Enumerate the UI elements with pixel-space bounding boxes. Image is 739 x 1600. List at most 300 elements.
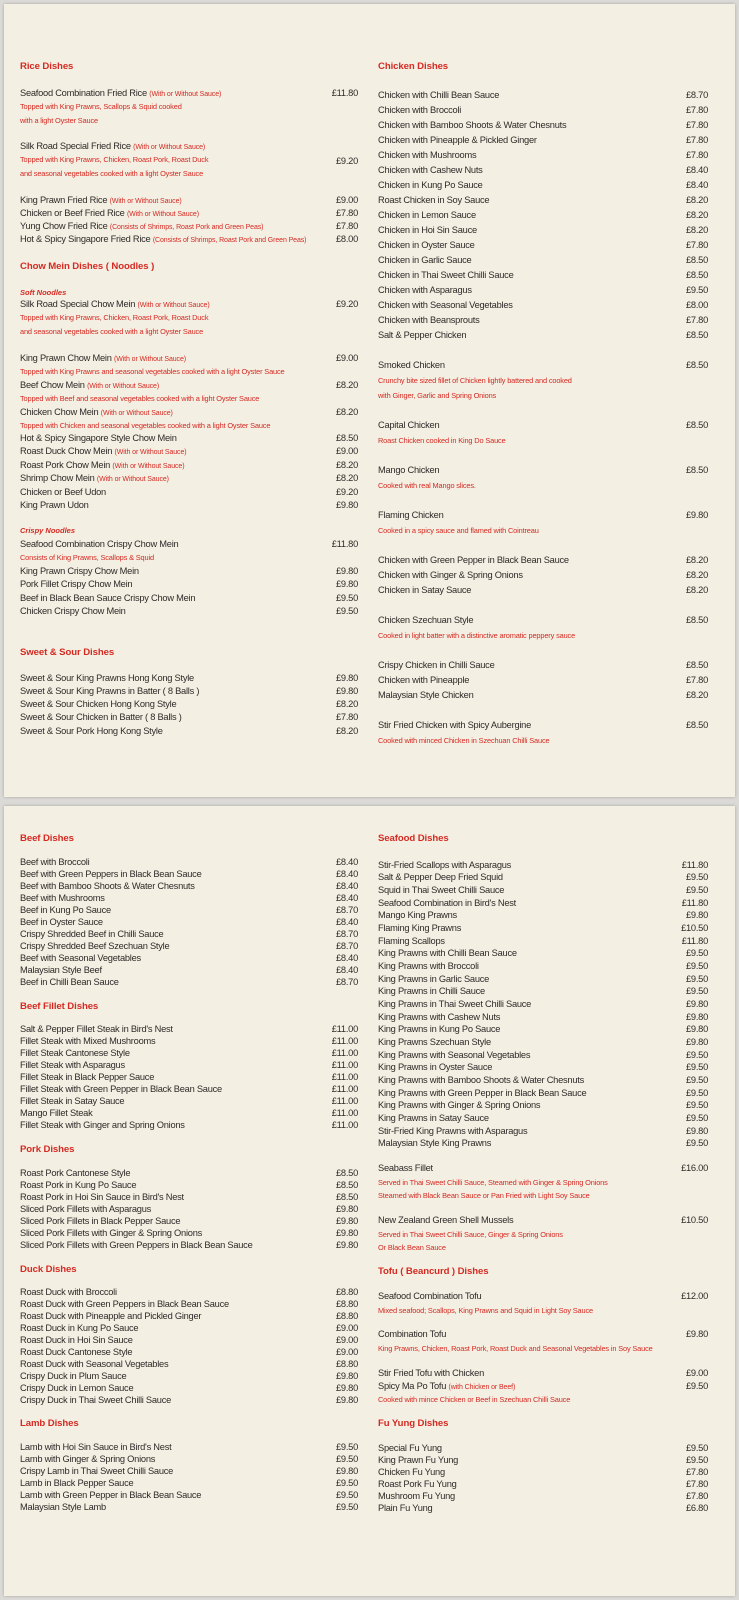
item-name: Malaysian Style Lamb — [20, 1502, 106, 1512]
item-price: £8.40 — [335, 869, 358, 879]
menu-item — [20, 1466, 358, 1478]
item-price: £8.70 — [685, 90, 708, 100]
menu-item — [378, 1100, 708, 1112]
item-name: King Prawns in Satay Sauce — [378, 1113, 489, 1123]
item-name-wrap — [20, 1478, 133, 1488]
item-name-wrap — [378, 1062, 492, 1072]
item-name: Sweet & Sour King Prawns in Batter ( 8 Balls ) — [20, 686, 200, 696]
item-name-wrap — [20, 965, 102, 975]
item-name-wrap — [378, 1024, 500, 1034]
item-price: £9.50 — [685, 986, 708, 996]
item-name-wrap — [378, 1163, 433, 1173]
item-name: Beef with Green Peppers in Black Bean Sauce — [20, 869, 202, 879]
item-name: Smoked Chicken — [378, 360, 445, 370]
item-name: Combination Tofu — [378, 1329, 447, 1339]
item-name: Squid in Thai Sweet Chilli Sauce — [378, 885, 505, 895]
item-price: £9.50 — [685, 1075, 708, 1085]
item-price: £8.40 — [335, 893, 358, 903]
item-name-wrap — [378, 1479, 457, 1489]
menu-item — [20, 1048, 358, 1060]
item-price: £7.80 — [685, 150, 708, 160]
item-name: King Prawn Chow Mein — [20, 353, 112, 363]
menu-item — [378, 180, 708, 192]
item-name-wrap — [378, 1113, 489, 1123]
menu-item — [20, 407, 358, 419]
item-name-wrap — [20, 579, 132, 589]
menu-item — [378, 898, 708, 910]
item-price: £9.80 — [335, 1240, 358, 1250]
menu-item — [378, 986, 708, 998]
menu-item — [20, 1024, 358, 1036]
section-heading: Chicken Dishes — [378, 61, 449, 72]
menu-item — [20, 1108, 358, 1120]
item-name-wrap — [378, 360, 445, 370]
item-name-wrap — [378, 1100, 540, 1110]
item-price: £11.80 — [681, 936, 708, 946]
item-name: Yung Chow Fried Rice — [20, 221, 108, 231]
item-price: £8.20 — [685, 585, 708, 595]
menu-item — [20, 1323, 358, 1335]
item-note: (With or Without Sauce) — [126, 211, 199, 218]
item-price: £8.50 — [685, 330, 708, 340]
item-name: Chicken with Broccoli — [378, 105, 462, 115]
menu-item — [378, 135, 708, 147]
menu-item — [20, 893, 358, 905]
item-name-wrap — [378, 1443, 442, 1453]
item-price: £9.50 — [685, 285, 708, 295]
item-name: Chicken with Beansprouts — [378, 315, 480, 325]
item-price: £9.80 — [335, 1466, 358, 1476]
menu-item — [378, 1491, 708, 1503]
item-name: Pork Fillet Crispy Chow Mein — [20, 579, 133, 589]
item-name: Chicken with Pineapple & Pickled Ginger — [378, 135, 537, 145]
menu-item — [20, 941, 358, 953]
item-price: £9.00 — [685, 1368, 708, 1378]
item-name-wrap — [20, 1335, 133, 1345]
item-name-wrap — [20, 1072, 154, 1082]
menu-item — [20, 1287, 358, 1299]
item-name-wrap — [20, 1108, 93, 1118]
item-name-wrap — [20, 1395, 171, 1405]
item-price: £9.00 — [335, 446, 358, 456]
item-name: Crispy Lamb in Thai Sweet Chilli Sauce — [20, 1466, 174, 1476]
item-price: £8.20 — [685, 195, 708, 205]
section-heading: Pork Dishes — [20, 1144, 75, 1155]
menu-page-2 — [4, 806, 735, 1596]
menu-item — [20, 965, 358, 977]
menu-item — [378, 585, 708, 597]
item-name: Chicken with Pineapple — [378, 675, 470, 685]
item-description: with Ginger, Garlic and Spring Onions — [378, 391, 497, 400]
item-name-wrap — [378, 936, 445, 946]
menu-item — [20, 1502, 358, 1514]
item-price: £9.80 — [335, 1395, 358, 1405]
item-name-wrap — [20, 1060, 125, 1070]
item-price: £9.80 — [335, 566, 358, 576]
menu-item — [20, 500, 358, 512]
item-name: Mango Fillet Steak — [20, 1108, 93, 1118]
menu-item — [378, 948, 708, 960]
menu-item — [20, 1299, 358, 1311]
item-name-wrap — [378, 255, 471, 265]
item-name: Roast Pork Fu Yung — [378, 1479, 457, 1489]
item-name: Flaming Scallops — [378, 936, 445, 946]
item-price: £7.80 — [685, 240, 708, 250]
item-price: £11.00 — [331, 1048, 358, 1058]
item-price: £7.80 — [685, 1479, 708, 1489]
item-name-wrap — [20, 473, 169, 483]
section-heading: Fu Yung Dishes — [378, 1418, 449, 1429]
item-name-wrap — [378, 180, 483, 190]
item-name: Sweet & Sour Chicken Hong Kong Style — [20, 699, 177, 709]
item-name: Fillet Steak with Asparagus — [20, 1060, 125, 1070]
item-price: £9.50 — [685, 948, 708, 958]
item-name: Beef in Kung Po Sauce — [20, 905, 111, 915]
item-note: (With or Without Sauce) — [149, 91, 222, 98]
menu-item — [378, 1037, 708, 1049]
item-name-wrap — [378, 675, 469, 685]
item-price: £8.20 — [335, 380, 358, 390]
menu-item — [20, 869, 358, 881]
item-price: £8.50 — [335, 1168, 358, 1178]
item-description: and seasonal vegetables cooked with a light Oyster Sauce — [20, 169, 204, 178]
item-name-wrap — [20, 905, 111, 915]
item-description: Topped with Beef and seasonal vegetables cooked with a light Oyster Sauce — [20, 394, 260, 403]
menu-item — [378, 1455, 708, 1467]
item-price: £6.80 — [685, 1503, 708, 1513]
item-name-wrap — [20, 1192, 184, 1202]
item-name: Sliced Pork Fillets with Ginger & Spring Onions — [20, 1228, 203, 1238]
item-note: (With or Without Sauce) — [109, 198, 182, 205]
item-price: £8.20 — [335, 726, 358, 736]
menu-item — [20, 433, 358, 445]
item-name-wrap — [20, 1383, 133, 1393]
item-description: and seasonal vegetables cooked with a light Oyster Sauce — [20, 327, 204, 336]
menu-item — [378, 150, 708, 162]
item-price: £9.50 — [335, 1478, 358, 1488]
menu-item — [20, 1228, 358, 1240]
subsection-heading: Soft Noodles — [20, 288, 67, 297]
menu-item — [378, 570, 708, 582]
menu-item — [20, 156, 358, 168]
item-name: Stir-Fried Scallops with Asparagus — [378, 860, 512, 870]
item-name: Lamb with Ginger & Spring Onions — [20, 1454, 156, 1464]
item-name: King Prawns in Thai Sweet Chilli Sauce — [378, 999, 532, 1009]
item-name: Roast Pork in Kung Po Sauce — [20, 1180, 137, 1190]
menu-item — [378, 1479, 708, 1491]
item-name-wrap — [378, 1455, 458, 1465]
item-name: Chicken in Garlic Sauce — [378, 255, 472, 265]
item-name: King Prawns with Green Pepper in Black Bean Sauce — [378, 1088, 587, 1098]
item-name: Malaysian Style Beef — [20, 965, 102, 975]
item-name-wrap — [378, 910, 457, 920]
item-name-wrap — [378, 1368, 484, 1378]
menu-item — [20, 1335, 358, 1347]
item-price: £10.50 — [681, 1215, 708, 1225]
item-name-wrap — [20, 1120, 185, 1130]
item-price: £7.80 — [685, 105, 708, 115]
item-name-wrap — [378, 150, 476, 160]
menu-item — [378, 660, 708, 672]
item-name-wrap — [20, 699, 176, 709]
item-price: £9.00 — [335, 1335, 358, 1345]
item-price: £9.50 — [335, 1454, 358, 1464]
item-name: Beef with Bamboo Shoots & Water Chesnuts — [20, 881, 195, 891]
item-name-wrap — [20, 539, 178, 549]
menu-item — [378, 1443, 708, 1455]
item-name: Chicken with Cashew Nuts — [378, 165, 483, 175]
item-name: Mango King Prawns — [378, 910, 457, 920]
menu-item — [20, 953, 358, 965]
item-name: Chicken Szechuan Style — [378, 615, 474, 625]
menu-item — [20, 88, 358, 100]
item-name-wrap — [20, 1359, 168, 1369]
item-name: Chicken in Thai Sweet Chilli Sauce — [378, 270, 514, 280]
item-name: King Prawn Fu Yung — [378, 1455, 459, 1465]
menu-item — [378, 1050, 708, 1062]
item-description: Served in Thai Sweet Chilli Sauce, Steamed with Ginger & Spring Onions — [378, 1178, 608, 1187]
menu-item — [20, 1442, 358, 1454]
item-name-wrap — [20, 460, 184, 470]
item-price: £9.50 — [685, 1381, 708, 1391]
item-description: Roast Chicken cooked in King Do Sauce — [378, 436, 506, 445]
item-price: £8.20 — [335, 407, 358, 417]
menu-item — [378, 285, 708, 297]
item-price: £9.20 — [335, 156, 358, 166]
item-name-wrap — [378, 1012, 500, 1022]
menu-item — [378, 999, 708, 1011]
item-name-wrap — [378, 285, 472, 295]
item-price: £8.40 — [335, 857, 358, 867]
menu-item — [378, 1113, 708, 1125]
item-name-wrap — [378, 986, 485, 996]
menu-item — [20, 686, 358, 698]
menu-item — [378, 1215, 708, 1227]
item-name-wrap — [378, 1050, 530, 1060]
menu-item — [20, 446, 358, 458]
item-name: Seafood Combination Crispy Chow Mein — [20, 539, 179, 549]
item-description: Topped with King Prawns and seasonal vegetables cooked with a light Oyster Sauce — [20, 367, 285, 376]
item-name-wrap — [20, 380, 159, 390]
item-name-wrap — [378, 961, 479, 971]
item-name: Shrimp Chow Mein — [20, 473, 95, 483]
item-name-wrap — [378, 570, 523, 580]
item-name: Roast Duck Cantonese Style — [20, 1347, 133, 1357]
item-description: Served in Thai Sweet Chilli Sauce, Ginger & Spring Onions — [378, 1230, 563, 1239]
item-description: Consists of King Prawns, Scallops & Squid — [20, 553, 154, 562]
item-description: King Prawns, Chicken, Roast Pork, Roast Duck and Seasonal Vegetables in Soy Sauce — [378, 1344, 653, 1353]
item-name: King Prawn Udon — [20, 500, 89, 510]
item-note: (With or Without Sauce) — [100, 410, 173, 417]
item-price: £8.00 — [335, 234, 358, 244]
menu-item — [20, 977, 358, 989]
item-price: £9.80 — [685, 1037, 708, 1047]
item-price: £8.00 — [685, 300, 708, 310]
item-name-wrap — [20, 1024, 173, 1034]
menu-item — [378, 923, 708, 935]
item-name: Chicken in Kung Po Sauce — [378, 180, 483, 190]
menu-item — [378, 872, 708, 884]
item-name-wrap — [378, 465, 439, 475]
item-price: £9.80 — [335, 673, 358, 683]
item-note: (With or Without Sauce) — [87, 383, 160, 390]
item-name-wrap — [378, 720, 531, 730]
item-name: Crispy Duck in Plum Sauce — [20, 1371, 127, 1381]
menu-item — [378, 1329, 708, 1341]
menu-item — [20, 1036, 358, 1048]
item-name: Roast Duck with Pineapple and Pickled Ginger — [20, 1311, 202, 1321]
menu-item — [20, 566, 358, 578]
item-name: Roast Duck with Seasonal Vegetables — [20, 1359, 169, 1369]
item-name: Lamb with Green Pepper in Black Bean Sauce — [20, 1490, 202, 1500]
menu-item — [20, 1371, 358, 1383]
menu-item — [20, 487, 358, 499]
item-name-wrap — [20, 1466, 173, 1476]
item-price: £8.20 — [335, 699, 358, 709]
menu-item — [378, 1138, 708, 1150]
menu-item — [20, 1192, 358, 1204]
item-price: £8.70 — [335, 929, 358, 939]
item-name-wrap — [20, 407, 173, 417]
menu-item — [378, 120, 708, 132]
item-name: Beef in Oyster Sauce — [20, 917, 103, 927]
menu-item — [378, 1381, 708, 1393]
item-name-wrap — [378, 999, 531, 1009]
item-name-wrap — [378, 270, 514, 280]
item-name: Hot & Spicy Singapore Style Chow Mein — [20, 433, 177, 443]
item-price: £8.20 — [685, 555, 708, 565]
item-note: (With or Without Sauce) — [114, 449, 187, 456]
item-price: £11.00 — [331, 1120, 358, 1130]
item-name: Fillet Steak with Green Pepper in Black Bean Sauce — [20, 1084, 222, 1094]
item-name-wrap — [20, 941, 169, 951]
menu-item — [20, 1096, 358, 1108]
menu-item — [20, 1240, 358, 1252]
item-name-wrap — [20, 446, 187, 456]
item-price: £9.50 — [335, 593, 358, 603]
item-price: £8.20 — [685, 570, 708, 580]
item-name-wrap — [20, 353, 186, 363]
item-price: £8.40 — [685, 165, 708, 175]
menu-item — [20, 606, 358, 618]
item-name: Spicy Ma Po Tofu — [378, 1381, 447, 1391]
item-price: £7.80 — [685, 675, 708, 685]
menu-item — [20, 593, 358, 605]
menu-item — [378, 270, 708, 282]
item-name-wrap — [378, 948, 517, 958]
item-name: King Prawns with Bamboo Shoots & Water Chesnuts — [378, 1075, 584, 1085]
item-name-wrap — [378, 1088, 586, 1098]
item-price: £11.00 — [331, 1036, 358, 1046]
item-name: Salt & Pepper Chicken — [378, 330, 467, 340]
item-price: £9.80 — [335, 1216, 358, 1226]
item-name-wrap — [20, 1490, 201, 1500]
item-price: £9.80 — [335, 686, 358, 696]
section-heading: Sweet & Sour Dishes — [20, 647, 115, 658]
item-price: £9.50 — [685, 1455, 708, 1465]
menu-item — [20, 905, 358, 917]
item-name-wrap — [20, 1048, 130, 1058]
item-name: Chicken Chow Mein — [20, 407, 99, 417]
menu-item — [20, 1478, 358, 1490]
item-name-wrap — [378, 1126, 527, 1136]
item-name: Malaysian Style King Prawns — [378, 1138, 492, 1148]
item-name-wrap — [20, 566, 139, 576]
menu-item — [378, 1163, 708, 1175]
item-name: Stir Fried Tofu with Chicken — [378, 1368, 484, 1378]
item-name: King Prawns with Seasonal Vegetables — [378, 1050, 531, 1060]
item-name: Chicken Fu Yung — [378, 1467, 445, 1477]
item-price: £9.80 — [685, 1329, 708, 1339]
item-name: King Prawns in Kung Po Sauce — [378, 1024, 501, 1034]
item-price: £8.80 — [335, 1287, 358, 1297]
item-price: £9.50 — [685, 1062, 708, 1072]
item-price: £11.00 — [331, 1096, 358, 1106]
item-name: Sliced Pork Fillets with Asparagus — [20, 1204, 152, 1214]
menu-item — [378, 974, 708, 986]
item-name: Crispy Shredded Beef in Chilli Sauce — [20, 929, 164, 939]
item-name-wrap — [20, 1084, 222, 1094]
section-heading: Duck Dishes — [20, 1264, 77, 1275]
item-name: Seafood Combination Tofu — [378, 1291, 482, 1301]
item-price: £9.50 — [685, 1050, 708, 1060]
item-price: £8.40 — [335, 917, 358, 927]
item-name: Chicken in Hoi Sin Sauce — [378, 225, 477, 235]
item-price: £11.00 — [331, 1060, 358, 1070]
menu-item — [20, 195, 358, 207]
item-price: £8.80 — [335, 1299, 358, 1309]
menu-item — [378, 1062, 708, 1074]
menu-item — [378, 195, 708, 207]
item-name-wrap — [378, 315, 480, 325]
item-name-wrap — [20, 1204, 151, 1214]
menu-item — [378, 860, 708, 872]
item-name-wrap — [20, 234, 306, 244]
item-price: £16.00 — [681, 1163, 708, 1173]
item-name-wrap — [20, 1347, 132, 1357]
item-name-wrap — [378, 660, 495, 670]
section-heading: Beef Dishes — [20, 833, 74, 844]
item-name-wrap — [20, 593, 195, 603]
item-name: Malaysian Style Chicken — [378, 690, 474, 700]
item-name-wrap — [378, 105, 461, 115]
item-name-wrap — [378, 898, 516, 908]
menu-item — [20, 857, 358, 869]
item-name-wrap — [20, 606, 126, 616]
item-price: £9.80 — [335, 1371, 358, 1381]
item-price: £8.50 — [685, 720, 708, 730]
item-price: £8.40 — [335, 953, 358, 963]
item-price: £12.00 — [681, 1291, 708, 1301]
menu-item — [378, 360, 708, 372]
item-name: Chicken with Asparagus — [378, 285, 472, 295]
item-name: Beef with Mushrooms — [20, 893, 105, 903]
item-description: Cooked in a spicy sauce and flamed with Cointreau — [378, 526, 539, 535]
item-name-wrap — [20, 1036, 155, 1046]
item-name-wrap — [20, 1299, 229, 1309]
menu-item — [378, 1368, 708, 1380]
item-name-wrap — [20, 726, 163, 736]
menu-item — [20, 473, 358, 485]
item-name: Stir-Fried King Prawns with Asparagus — [378, 1126, 528, 1136]
item-name-wrap — [20, 1168, 130, 1178]
menu-item — [20, 1383, 358, 1395]
item-name-wrap — [378, 510, 444, 520]
item-description: Cooked with real Mango slices. — [378, 481, 476, 490]
item-name-wrap — [378, 615, 473, 625]
item-name: Beef Chow Mein — [20, 380, 85, 390]
item-name: King Prawns in Oyster Sauce — [378, 1062, 493, 1072]
